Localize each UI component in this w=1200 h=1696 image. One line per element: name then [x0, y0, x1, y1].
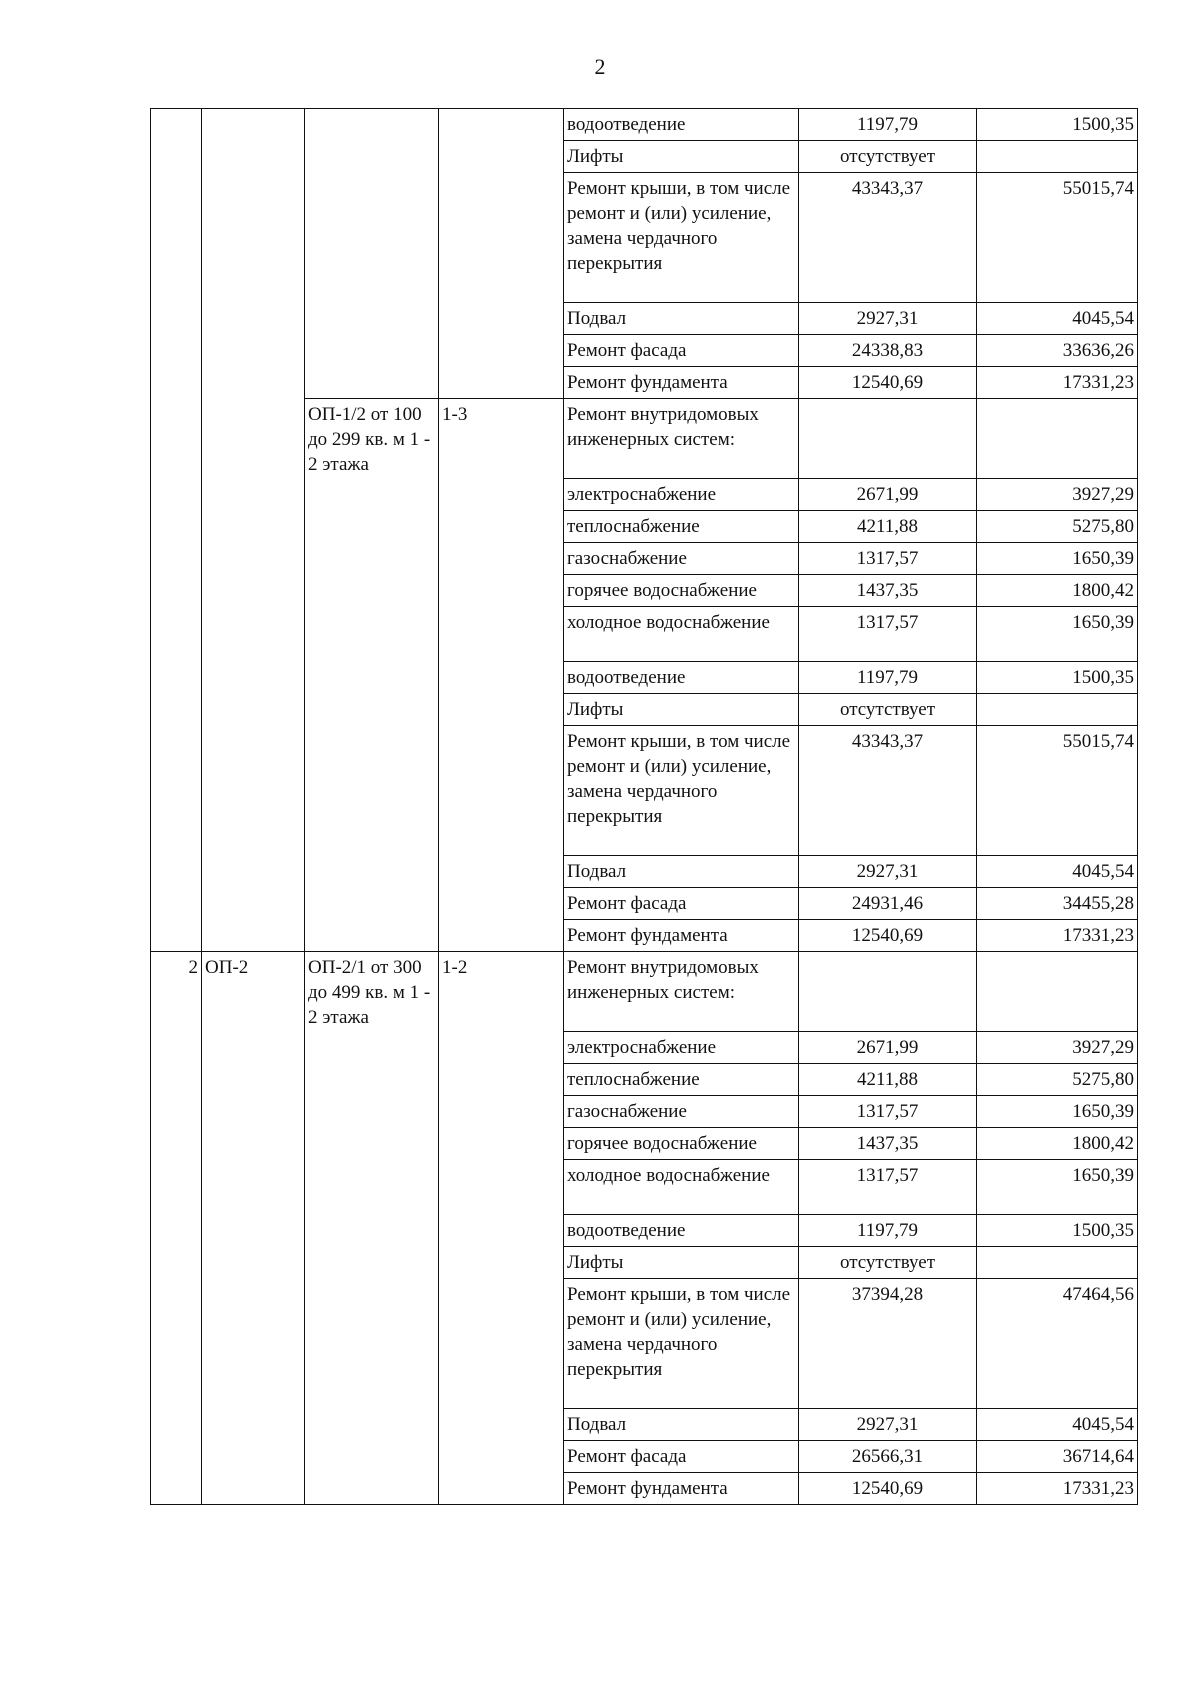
value-max-cell: 1800,42 [977, 575, 1138, 607]
group-cell: ОП-2 [202, 952, 305, 1505]
value-min-cell: 1317,57 [799, 1160, 977, 1215]
value-max-cell [977, 694, 1138, 726]
value-max-cell [977, 141, 1138, 173]
value-min-cell: 2927,31 [799, 856, 977, 888]
work-name-cell: Ремонт фундамента [564, 920, 799, 952]
value-max-cell: 5275,80 [977, 1064, 1138, 1096]
value-min-cell: 4211,88 [799, 1064, 977, 1096]
work-name-cell: холодное водоснабжение [564, 1160, 799, 1215]
value-max-cell: 5275,80 [977, 511, 1138, 543]
work-name-cell: горячее водоснабжение [564, 1128, 799, 1160]
value-max-cell: 4045,54 [977, 303, 1138, 335]
value-max-cell: 1500,35 [977, 1215, 1138, 1247]
value-min-cell [799, 952, 977, 1032]
work-name-cell: газоснабжение [564, 1096, 799, 1128]
work-name-cell: Ремонт фасада [564, 1441, 799, 1473]
index-cell: 2 [151, 952, 202, 1505]
value-max-cell: 1650,39 [977, 1096, 1138, 1128]
work-name-cell: электроснабжение [564, 1032, 799, 1064]
work-name-cell: Ремонт внутридомовых инженерных систем: [564, 399, 799, 479]
floors-cell [439, 109, 564, 399]
value-min-cell: 2927,31 [799, 303, 977, 335]
value-max-cell: 17331,23 [977, 920, 1138, 952]
work-name-cell: водоотведение [564, 109, 799, 141]
value-max-cell: 55015,74 [977, 173, 1138, 303]
work-name-cell: горячее водоснабжение [564, 575, 799, 607]
value-max-cell: 1500,35 [977, 662, 1138, 694]
value-min-cell [799, 399, 977, 479]
value-max-cell [977, 952, 1138, 1032]
value-min-cell: 43343,37 [799, 726, 977, 856]
value-min-cell: 12540,69 [799, 367, 977, 399]
value-min-cell: 12540,69 [799, 920, 977, 952]
work-name-cell: Ремонт фасада [564, 335, 799, 367]
tariff-table [150, 108, 1138, 1505]
table-row [151, 109, 1138, 141]
value-max-cell: 36714,64 [977, 1441, 1138, 1473]
work-name-cell: Лифты [564, 694, 799, 726]
value-max-cell: 4045,54 [977, 856, 1138, 888]
work-name-cell: Ремонт крыши, в том числе ремонт и (или) усиление, замена чердачного перекрытия [564, 726, 799, 856]
work-name-cell: Ремонт фасада [564, 888, 799, 920]
work-name-cell: теплоснабжение [564, 1064, 799, 1096]
work-name-cell: Подвал [564, 856, 799, 888]
work-name-cell: Ремонт фундамента [564, 1473, 799, 1505]
value-min-cell: 1437,35 [799, 1128, 977, 1160]
work-name-cell: Ремонт крыши, в том числе ремонт и (или) усиление, замена чердачного перекрытия [564, 173, 799, 303]
value-min-cell: 1317,57 [799, 1096, 977, 1128]
work-name-cell: водоотведение [564, 1215, 799, 1247]
work-name-cell: Подвал [564, 303, 799, 335]
value-min-cell: 43343,37 [799, 173, 977, 303]
page-number: 2 [594, 54, 606, 79]
work-name-cell: теплоснабжение [564, 511, 799, 543]
value-max-cell [977, 399, 1138, 479]
value-min-cell: 26566,31 [799, 1441, 977, 1473]
value-max-cell: 1650,39 [977, 607, 1138, 662]
value-min-cell: отсутствует [799, 1247, 977, 1279]
work-name-cell: Подвал [564, 1409, 799, 1441]
value-min-cell: 1317,57 [799, 607, 977, 662]
table-row [151, 952, 1138, 1032]
value-max-cell: 1500,35 [977, 109, 1138, 141]
work-name-cell: холодное водоснабжение [564, 607, 799, 662]
value-max-cell: 55015,74 [977, 726, 1138, 856]
value-min-cell: 2927,31 [799, 1409, 977, 1441]
value-max-cell: 1650,39 [977, 1160, 1138, 1215]
value-max-cell: 4045,54 [977, 1409, 1138, 1441]
work-name-cell: Лифты [564, 141, 799, 173]
value-min-cell: 4211,88 [799, 511, 977, 543]
value-max-cell [977, 1247, 1138, 1279]
value-min-cell: 24931,46 [799, 888, 977, 920]
group-cell [202, 109, 305, 952]
value-max-cell: 17331,23 [977, 1473, 1138, 1505]
value-min-cell: 12540,69 [799, 1473, 977, 1505]
value-min-cell: 1197,79 [799, 109, 977, 141]
value-min-cell: 2671,99 [799, 479, 977, 511]
floors-cell: 1-2 [439, 952, 564, 1505]
work-name-cell: Ремонт крыши, в том числе ремонт и (или) усиление, замена чердачного перекрытия [564, 1279, 799, 1409]
subgroup-cell [305, 109, 439, 399]
work-name-cell: Ремонт внутридомовых инженерных систем: [564, 952, 799, 1032]
value-min-cell: 1197,79 [799, 662, 977, 694]
work-name-cell: Лифты [564, 1247, 799, 1279]
value-max-cell: 33636,26 [977, 335, 1138, 367]
value-min-cell: отсутствует [799, 141, 977, 173]
subgroup-cell: ОП-2/1 от 300 до 499 кв. м 1 - 2 этажа [305, 952, 439, 1505]
value-max-cell: 34455,28 [977, 888, 1138, 920]
work-name-cell: Ремонт фундамента [564, 367, 799, 399]
value-min-cell: 1317,57 [799, 543, 977, 575]
value-max-cell: 47464,56 [977, 1279, 1138, 1409]
floors-cell: 1-3 [439, 399, 564, 952]
work-name-cell: газоснабжение [564, 543, 799, 575]
value-max-cell: 3927,29 [977, 479, 1138, 511]
work-name-cell: водоотведение [564, 662, 799, 694]
value-max-cell: 1650,39 [977, 543, 1138, 575]
value-min-cell: 37394,28 [799, 1279, 977, 1409]
index-cell [151, 109, 202, 952]
subgroup-cell: ОП-1/2 от 100 до 299 кв. м 1 - 2 этажа [305, 399, 439, 952]
value-min-cell: отсутствует [799, 694, 977, 726]
value-min-cell: 1437,35 [799, 575, 977, 607]
value-max-cell: 3927,29 [977, 1032, 1138, 1064]
value-max-cell: 1800,42 [977, 1128, 1138, 1160]
work-name-cell: электроснабжение [564, 479, 799, 511]
value-min-cell: 2671,99 [799, 1032, 977, 1064]
value-max-cell: 17331,23 [977, 367, 1138, 399]
value-min-cell: 1197,79 [799, 1215, 977, 1247]
value-min-cell: 24338,83 [799, 335, 977, 367]
